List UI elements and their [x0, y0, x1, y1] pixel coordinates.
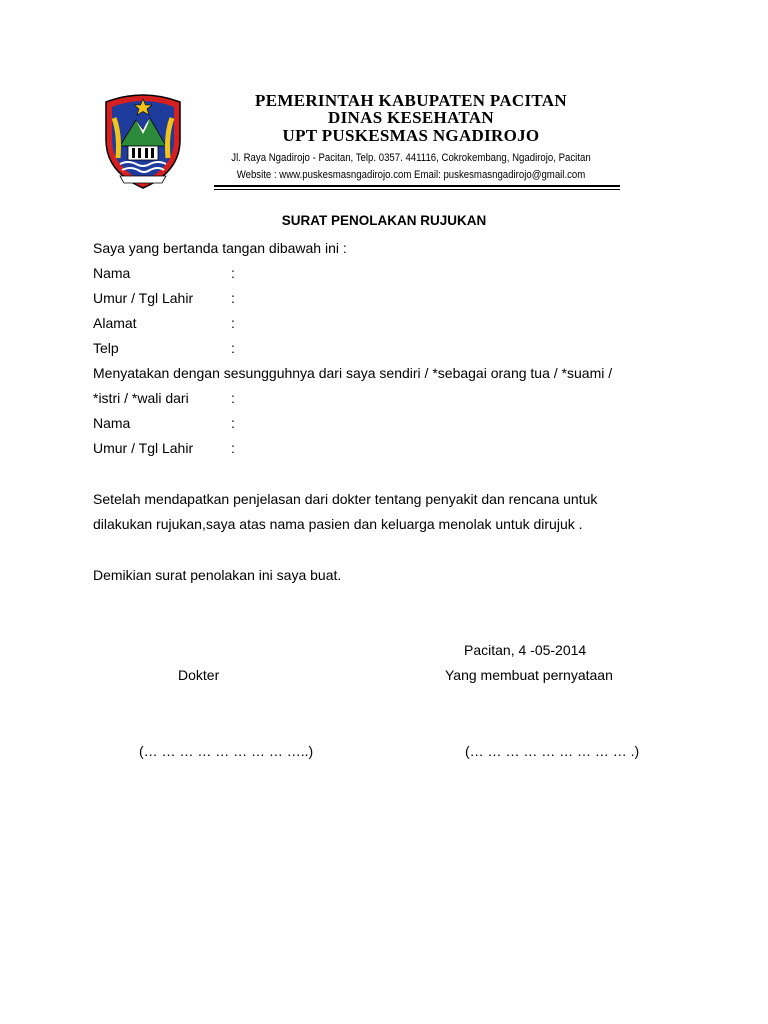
- patient-field-label-umur-tgl-lahir: Umur / Tgl Lahir: [93, 440, 194, 456]
- explanation-line-2: dilakukan rujukan,saya atas nama pasien dan keluarga menolak untuk dirujuk .: [93, 516, 583, 532]
- letterhead-department-name: DINAS KESEHATAN: [328, 108, 494, 127]
- signature-line-doctor: (… … … … … … … … …..): [139, 743, 314, 759]
- letterhead-divider-thick: [214, 185, 620, 187]
- letterhead-government-name: PEMERINTAH KABUPATEN PACITAN: [255, 91, 567, 110]
- field-colon: :: [231, 265, 235, 281]
- letterhead-address: Jl. Raya Ngadirojo - Pacitan, Telp. 0357. 441116, Cokrokembang, Ngadirojo, Pacitan: [231, 152, 591, 164]
- patient-field-label-nama: Nama: [93, 415, 131, 431]
- place-and-date: Pacitan, 4 -05-2014: [464, 642, 587, 658]
- field-label-nama: Nama: [93, 265, 131, 281]
- field-colon: :: [231, 340, 235, 356]
- field-colon: :: [231, 440, 235, 456]
- pacitan-regency-emblem-icon: [98, 88, 188, 190]
- closing-statement: Demikian surat penolakan ini saya buat.: [93, 567, 342, 583]
- field-colon: :: [231, 315, 235, 331]
- intro-text: Saya yang bertanda tangan dibawah ini :: [93, 240, 347, 256]
- field-colon: :: [231, 290, 235, 306]
- letterhead-unit-name: UPT PUSKESMAS NGADIROJO: [282, 126, 540, 145]
- document-title: SURAT PENOLAKAN RUJUKAN: [281, 213, 487, 228]
- letterhead-website-email: Website : www.puskesmasngadirojo.com Email: puskesmasngadirojo@gmail.com: [236, 169, 586, 181]
- explanation-line-1: Setelah mendapatkan penjelasan dari dokter tentang penyakit dan rencana untuk: [93, 491, 598, 507]
- field-label-umur-tgl-lahir: Umur / Tgl Lahir: [93, 290, 194, 306]
- signature-role-declarant: Yang membuat pernyataan: [445, 667, 613, 683]
- field-label-telp: Telp: [93, 340, 119, 356]
- statement-line-1: Menyatakan dengan sesungguhnya dari saya sendiri / *sebagai orang tua / *suami /: [93, 365, 613, 381]
- field-colon: :: [231, 390, 235, 406]
- letterhead-divider-thin: [214, 189, 620, 190]
- statement-line-2: *istri / *wali dari: [93, 390, 189, 406]
- signature-role-doctor: Dokter: [178, 667, 220, 683]
- field-label-alamat: Alamat: [93, 315, 137, 331]
- field-colon: :: [231, 415, 235, 431]
- signature-line-declarant: (… … … … … … … … … .): [465, 743, 640, 759]
